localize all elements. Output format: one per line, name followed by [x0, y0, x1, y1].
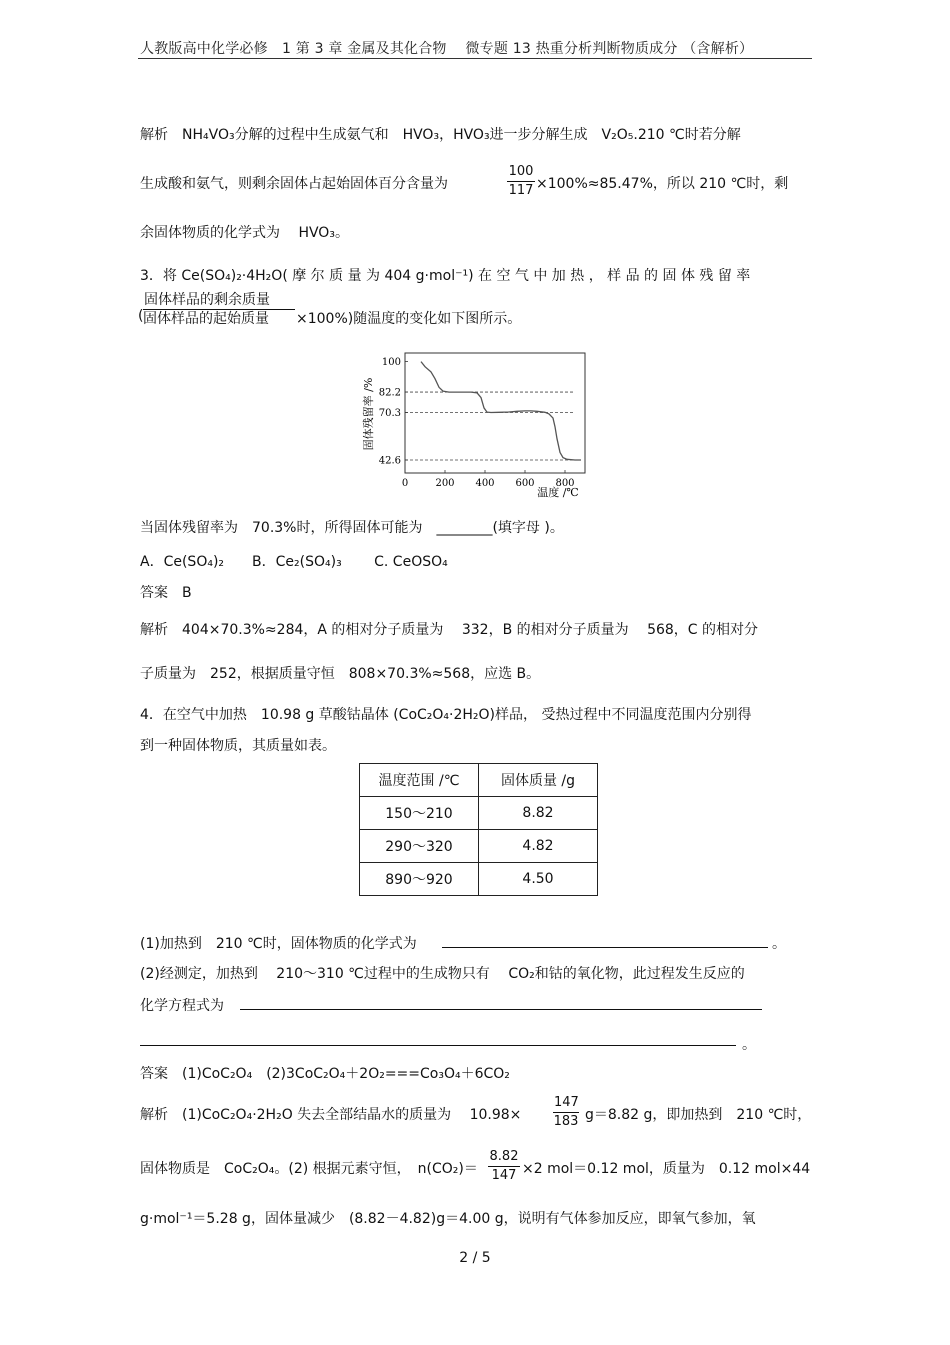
table-cell: 150～210 — [360, 797, 479, 830]
q4-sub1-period: 。 — [772, 936, 786, 952]
q4-analysis-line1-b: g＝8.82 g，即加热到 210 ℃时， — [585, 1107, 812, 1123]
table-header-cell: 固体质量 /g — [479, 764, 598, 797]
q4-sub2: (2)经测定，加热到 210～310 ℃过程中的生成物只有 CO₂和钴的氧化物，此过程发生反应的 — [140, 966, 745, 982]
table-cell: 8.82 — [479, 797, 598, 830]
table-cell: 290～320 — [360, 830, 479, 863]
q4-sub2-answer-blank-1 — [240, 995, 762, 1010]
q4-line1: 4．在空气中加热 10.98 g 草酸钴晶体 (CoC₂O₄·2H₂O)样品， 受热过程中不同温度范围内分别得 — [140, 707, 752, 723]
q3-line1: 3．将 Ce(SO₄)₂·4H₂O( 摩 尔 质 量 为 404 g·mol⁻¹) 在 空 气 中 加 热 ， 样 品 的 固 体 残 留 率 — [140, 268, 751, 284]
fraction-numerator: 8.82 — [488, 1148, 520, 1167]
x-tick-label: 0 — [401, 478, 409, 489]
y-axis-label: 固体残留率 /% — [362, 377, 375, 451]
q4-line2: 到一种固体物质，其质量如表。 — [140, 738, 336, 754]
q4-analysis-fraction-1 — [553, 1094, 579, 1131]
q4-analysis-line2-b: ×2 mol＝0.12 mol，质量为 0.12 mol×44 — [522, 1161, 811, 1177]
x-tick-label: 400 — [475, 478, 495, 489]
table-cell: 890～920 — [360, 863, 479, 896]
y-tick-label: 82.2 — [378, 387, 401, 399]
q2-analysis-line3: 余固体物质的化学式为 HVO₃。 — [140, 225, 349, 241]
q4-sub1-answer-blank — [442, 933, 768, 948]
residue-curve — [421, 362, 581, 460]
q3-line2-b: ×100%)随温度的变化如下图所示。 — [296, 311, 522, 327]
table-header-cell: 温度范围 /℃ — [360, 764, 479, 797]
q2-fraction-numerator: 100 — [507, 163, 535, 182]
page-header: 人教版高中化学必修 1 第 3 章 金属及其化合物 微专题 13 热重分析判断物质成分 （含解析） — [140, 41, 754, 57]
table-row — [360, 797, 598, 830]
x-tick-label: 600 — [515, 478, 535, 489]
q4-data-table — [359, 763, 598, 896]
x-axis-label: 温度 /℃ — [537, 486, 579, 499]
x-tick-label: 800 — [555, 478, 575, 489]
q4-sub2-period: 。 — [742, 1037, 756, 1053]
q2-analysis-line1: 解析 NH₄VO₃分解的过程中生成氨气和 HVO₃，HVO₃进一步分解生成 V₂O₅.210 ℃时若分解 — [140, 127, 741, 143]
q3-fraction-denominator: 固体样品的起始质量 — [143, 311, 269, 327]
table-cell: 4.50 — [479, 863, 598, 896]
q2-fraction — [507, 163, 535, 200]
q3-fraction-numerator: 固体样品的剩余质量 — [143, 291, 295, 310]
q4-analysis-line3: g·mol⁻¹＝5.28 g，固体量减少 (8.82－4.82)g＝4.00 g，说明有气体参加反应，即氧气参加，氧 — [140, 1211, 756, 1227]
q4-analysis-line1-a: 解析 (1)CoC₂O₄·2H₂O 失去全部结晶水的质量为 10.98× — [140, 1107, 522, 1123]
header-rule — [138, 58, 812, 59]
y-tick-label: 42.6 — [378, 455, 401, 467]
fraction-denominator: 147 — [491, 1168, 517, 1183]
table-cell: 4.82 — [479, 830, 598, 863]
q4-analysis-fraction-2 — [488, 1148, 520, 1185]
q3-options: A．Ce(SO₄)₂ B．Ce₂(SO₄)₃ C. CeOSO₄ — [140, 554, 448, 570]
q2-fraction-denominator: 117 — [508, 183, 534, 198]
fraction-denominator: 183 — [553, 1114, 579, 1129]
q3-question: 当固体残留率为 70.3%时，所得固体可能为 ________(填字母 )。 — [140, 520, 564, 536]
q3-analysis-line1: 解析 404×70.3%≈284，A 的相对分子质量为 332，B 的相对分子质量为 568，C 的相对分 — [140, 622, 759, 638]
q3-residue-fraction — [143, 291, 295, 328]
q4-sub1: (1)加热到 210 ℃时，固体物质的化学式为 — [140, 936, 417, 952]
fraction-numerator: 147 — [553, 1094, 579, 1113]
q4-sub2-answer-blank-2 — [140, 1031, 736, 1046]
table-row — [360, 863, 598, 896]
x-tick-label: 200 — [435, 478, 455, 489]
q4-answer: 答案 (1)CoC₂O₄ (2)3CoC₂O₄＋2O₂===Co₃O₄＋6CO₂ — [140, 1066, 510, 1082]
q3-answer: 答案 B — [140, 585, 192, 601]
q4-analysis-line2-a: 固体物质是 CoC₂O₄。(2) 根据元素守恒， n(CO₂)＝ — [140, 1161, 478, 1177]
q2-analysis-line2-a: 生成酸和氨气，则剩余固体占起始固体百分含量为 — [140, 176, 448, 192]
page-number: 2 / 5 — [459, 1250, 491, 1266]
y-tick-label: 100 — [381, 357, 401, 369]
q3-analysis-line2: 子质量为 252，根据质量守恒 808×70.3%≈568，应选 B。 — [140, 666, 541, 682]
y-tick-label: 70.3 — [378, 407, 401, 419]
q4-sub2-b: 化学方程式为 — [140, 998, 224, 1014]
table-header-row — [360, 764, 598, 797]
q3-open-paren: ( — [138, 308, 144, 324]
q2-analysis-line2-b: ×100%≈85.47%，所以 210 ℃时，剩 — [536, 176, 789, 192]
table-row — [360, 830, 598, 863]
tga-chart — [355, 348, 595, 503]
